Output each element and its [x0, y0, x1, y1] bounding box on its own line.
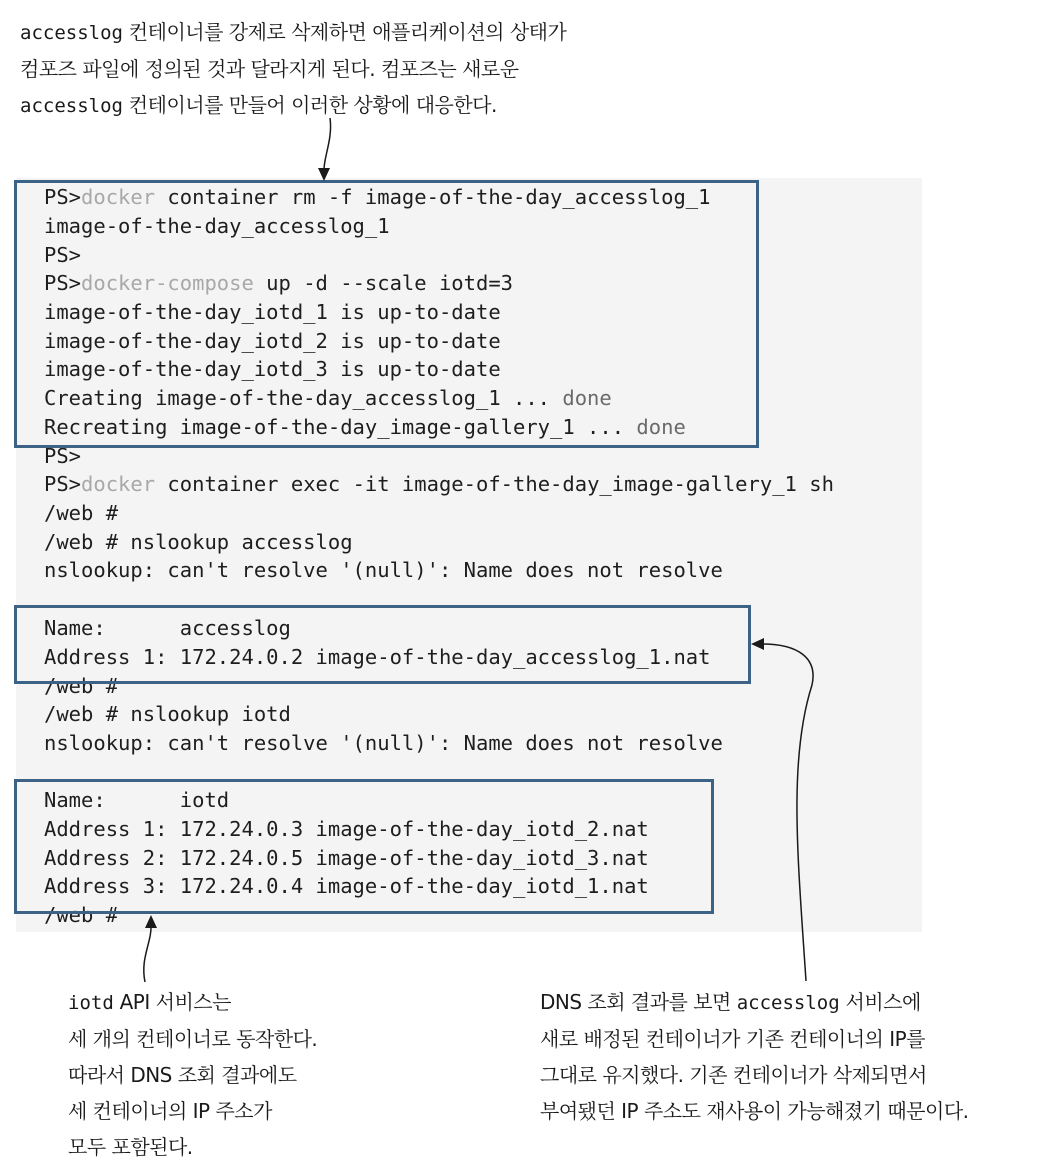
terminal-line: /web # [44, 674, 119, 698]
terminal-line: PS>docker-compose up -d --scale iotd=3 [44, 271, 514, 295]
annotation-right-line1: DNS 조회 결과를 보면 accesslog 서비스에 [540, 990, 921, 1014]
annotation-left-line4: 세 컨테이너의 IP 주소가 [68, 1099, 272, 1123]
annotation-left-line2: 세 개의 컨테이너로 동작한다. [68, 1027, 318, 1051]
terminal-line: Address 1: 172.24.0.3 image-of-the-day_iotd_2.nat [44, 817, 649, 841]
annotation-right-line2: 새로 배정된 컨테이너가 기존 컨테이너의 IP를 [540, 1027, 926, 1051]
terminal-line: nslookup: can't resolve '(null)': Name does not resolve [44, 731, 723, 755]
annotation-left-line3: 따라서 DNS 조회 결과에도 [68, 1063, 297, 1087]
terminal-line: PS>docker container rm -f image-of-the-day_accesslog_1 [44, 185, 711, 209]
terminal-line: /web # nslookup accesslog [44, 530, 353, 554]
arrow-left-callout [144, 925, 151, 982]
annotation-right-line3: 그대로 유지했다. 기존 컨테이너가 삭제되면서 [540, 1063, 927, 1087]
arrow-top-callout [324, 118, 331, 172]
arrow-right-callout [762, 644, 813, 981]
annotation-top-line3: accesslog 컨테이너를 만들어 이러한 상황에 대응한다. [20, 93, 497, 117]
terminal-line: nslookup: can't resolve '(null)': Name does not resolve [44, 558, 723, 582]
terminal-line: PS>docker container exec -it image-of-the-day_image-gallery_1 sh [44, 472, 834, 496]
annotation-left-line1: iotd API 서비스는 [68, 990, 231, 1014]
terminal-line: /web # [44, 501, 119, 525]
terminal-line: /web # nslookup iotd [44, 702, 291, 726]
terminal-line: Address 1: 172.24.0.2 image-of-the-day_accesslog_1.nat [44, 645, 711, 669]
arrow-top-head [318, 168, 330, 181]
terminal-line: PS> [44, 243, 82, 267]
terminal-line: /web # [44, 903, 119, 927]
terminal-line: image-of-the-day_iotd_2 is up-to-date [44, 329, 501, 353]
terminal-line: image-of-the-day_iotd_1 is up-to-date [44, 300, 501, 324]
terminal-line: Creating image-of-the-day_accesslog_1 ... done [44, 386, 612, 410]
annotation-right [540, 984, 969, 1129]
terminal-line: image-of-the-day_accesslog_1 [44, 214, 390, 238]
terminal-line: image-of-the-day_iotd_3 is up-to-date [44, 357, 501, 381]
annotation-top-line2: 컴포즈 파일에 정의된 것과 달라지게 된다. 컴포즈는 새로운 [20, 57, 519, 81]
terminal-line: Address 3: 172.24.0.4 image-of-the-day_iotd_1.nat [44, 874, 649, 898]
terminal-line: Address 2: 172.24.0.5 image-of-the-day_iotd_3.nat [44, 846, 649, 870]
terminal-line: Name: accesslog [44, 616, 291, 640]
annotation-left-line5: 모두 포함된다. [68, 1135, 193, 1159]
terminal-line: Recreating image-of-the-day_image-gallery_1 ... done [44, 415, 686, 439]
annotation-right-line4: 부여됐던 IP 주소도 재사용이 가능해졌기 때문이다. [540, 1099, 969, 1123]
annotation-left [68, 984, 317, 1165]
arrow-right-head [751, 638, 764, 650]
arrow-left-head [145, 915, 157, 928]
terminal-line: PS> [44, 444, 82, 468]
annotation-top-line1: accesslog 컨테이너를 강제로 삭제하면 애플리케이션의 상태가 [20, 20, 567, 44]
terminal-line: Name: iotd [44, 788, 230, 812]
